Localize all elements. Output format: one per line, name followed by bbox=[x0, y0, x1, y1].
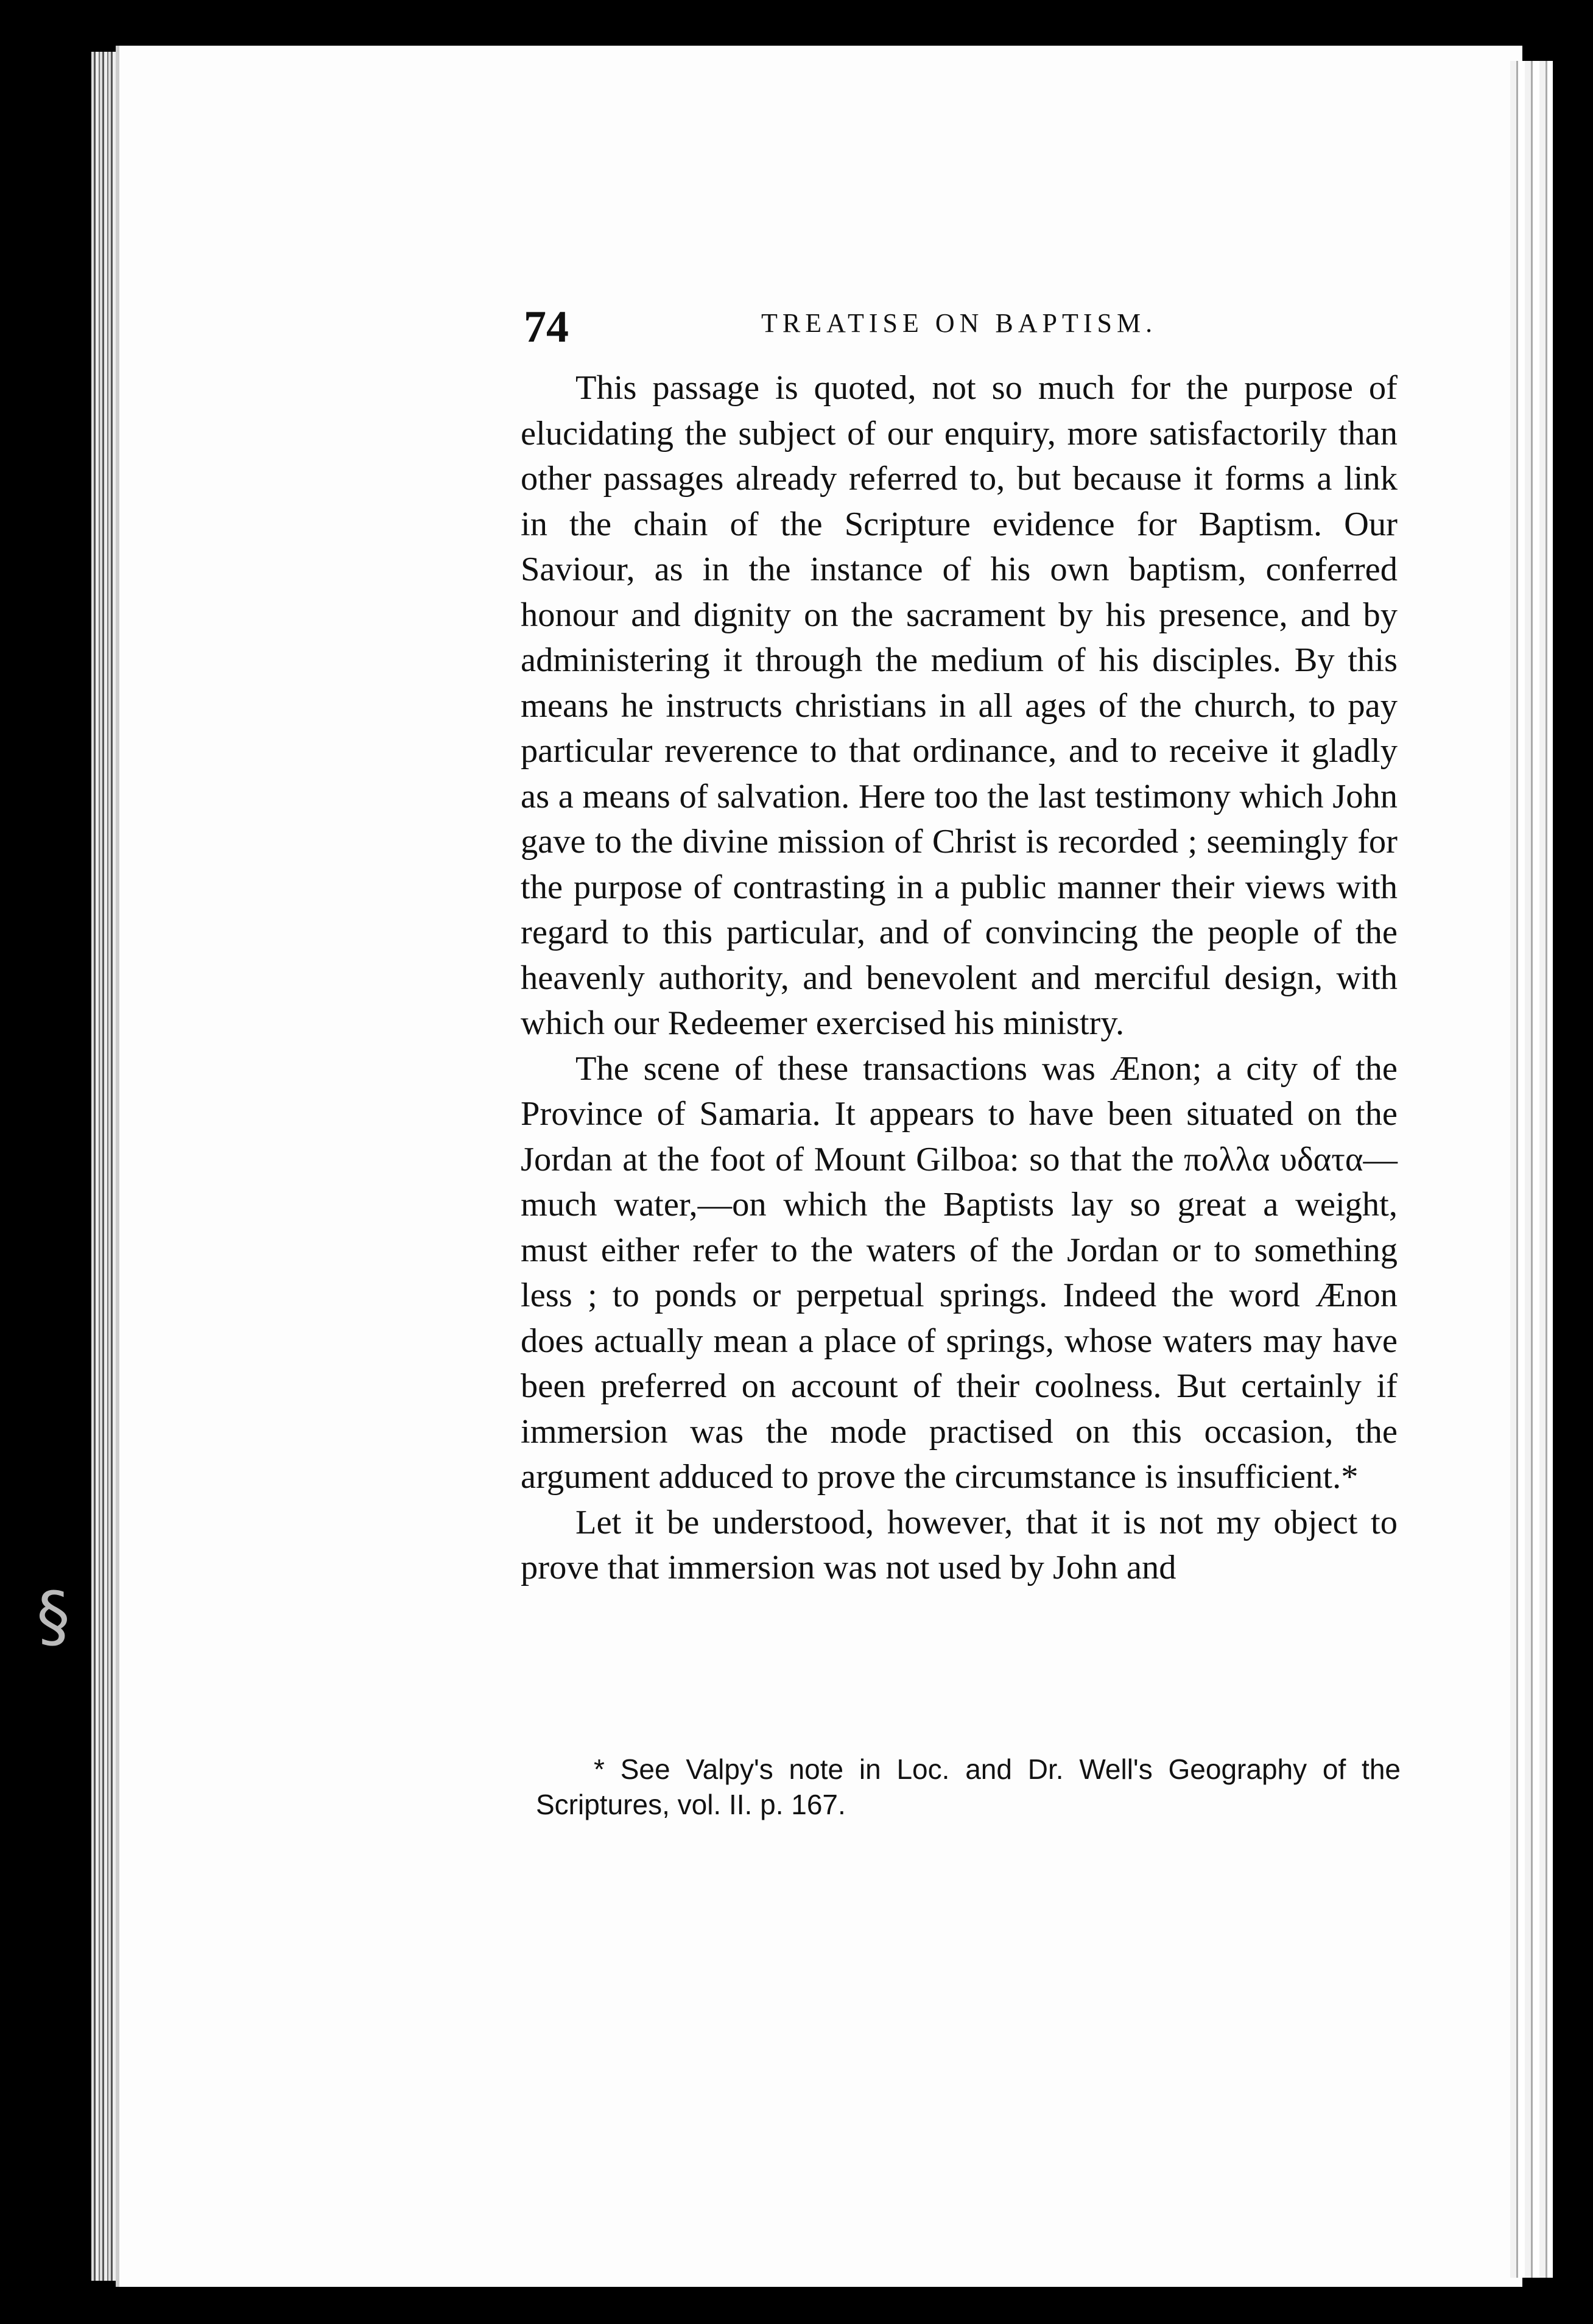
scan-page-edges-right bbox=[1510, 61, 1553, 2278]
body-text bbox=[521, 365, 1398, 1591]
paragraph: This passage is quoted, not so much for the purpose of elucidating the subject of our enquiry, more satisfactorily than other passages already referred to, but because it forms a link in the chain of the Scripture evidence for Baptism. Our Saviour, as in the instance of his own baptism, conferred honour and dignity on the sacrament by his presence, and by administering it through the medium of his disciples. By this means he instructs christians in all ages of the church, to pay particular reverence to that ordinance, and to receive it gladly as a means of salvation. Here too the last testimony which John gave to the divine mission of Christ is recorded ; seemingly for the purpose of contrasting in a public manner their views with regard to this particular, and of convincing the people of the heavenly authority, and benevolent and merciful design, with which our Redeemer exercised his ministry. bbox=[521, 369, 1398, 1042]
page-header bbox=[408, 301, 1407, 352]
footnote: * See Valpy's note in Loc. and Dr. Well's Geography of the Scriptures, vol. II. p. 167. bbox=[536, 1753, 1401, 1820]
scan-page-edges-left bbox=[91, 52, 116, 2281]
margin-scribble-mark: § bbox=[37, 1577, 70, 1655]
running-title: TREATISE ON BAPTISM. bbox=[761, 308, 1158, 338]
page-number: 74 bbox=[524, 302, 569, 352]
paragraph: The scene of these transactions was Ænon; a city of the Province of Samaria. It appears to have been situated on the Jordan at the foot of Mount Gilboa: so that the πολλα υδατα—much water,—on which the Baptists lay so great a weight, must either refer to the waters of the Jordan or to something less ; to ponds or perpetual springs. Indeed the word Ænon does actually mean a place of springs, whose waters may have been preferred on account of their coolness. But certainly if immersion was the mode practised on this occasion, the argument adduced to prove the circumstance is insufficient.* bbox=[521, 1049, 1398, 1496]
paragraph: Let it be understood, however, that it is not my object to prove that immersion was not used by John and bbox=[521, 1503, 1398, 1586]
